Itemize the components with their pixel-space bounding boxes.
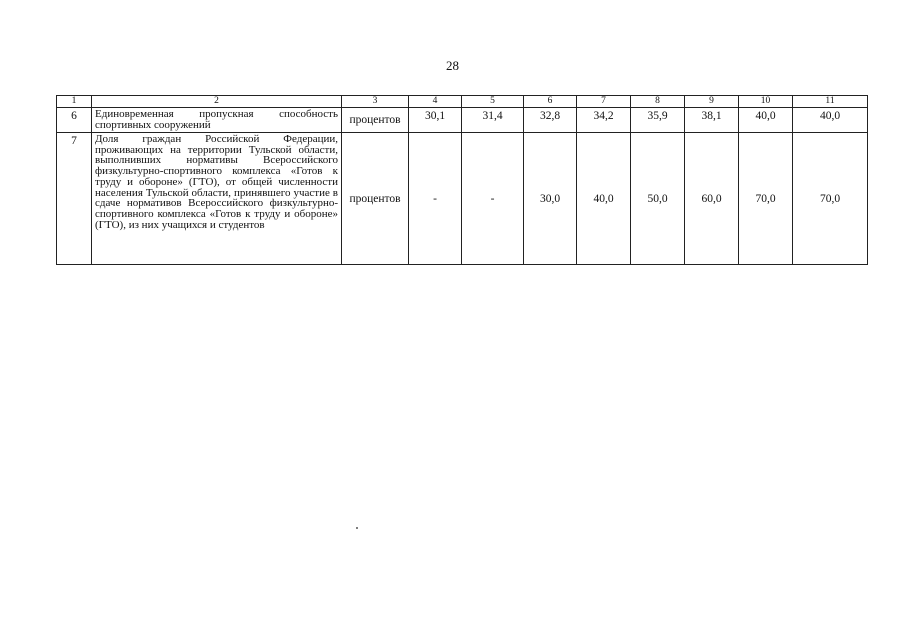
table-row	[57, 108, 868, 133]
column-number-header: 5	[462, 96, 524, 108]
column-number-header: 9	[685, 96, 739, 108]
row-number: 7	[57, 133, 92, 265]
value-cell: 40,0	[739, 108, 793, 133]
unit-cell: процентов	[342, 108, 409, 133]
column-number-header: 1	[57, 96, 92, 108]
value-cell: 70,0	[739, 133, 793, 265]
column-number-header: 11	[793, 96, 868, 108]
column-number-header: 7	[577, 96, 631, 108]
value-cell: 38,1	[685, 108, 739, 133]
indicator-name: Доля граждан Российской Федерации, проживающих на территории Тульской области, выполнивших нормативы Всероссийского физкультурно-спортивного комплекса «Готов к труду и обороне» (ГТО), от общей численности населения Тульской области, принявшего участие в сдаче нормативов Всероссийского физкультурно-спортивного комплекса «Готов к труду и обороне» (ГТО), из них учащихся и студентов	[92, 133, 342, 265]
scan-speck	[356, 527, 358, 529]
value-cell: -	[409, 133, 462, 265]
table-row	[57, 133, 868, 265]
table-header-row	[57, 96, 868, 108]
column-number-header: 6	[524, 96, 577, 108]
column-number-header: 2	[92, 96, 342, 108]
value-cell: 40,0	[793, 108, 868, 133]
value-cell: 34,2	[577, 108, 631, 133]
value-cell: 32,8	[524, 108, 577, 133]
value-cell: 30,0	[524, 133, 577, 265]
row-number: 6	[57, 108, 92, 133]
column-number-header: 8	[631, 96, 685, 108]
value-cell: 70,0	[793, 133, 868, 265]
value-cell: 40,0	[577, 133, 631, 265]
page-number: 28	[446, 58, 459, 73]
value-cell: 31,4	[462, 108, 524, 133]
value-cell: 50,0	[631, 133, 685, 265]
value-cell: 30,1	[409, 108, 462, 133]
unit-cell: процентов	[342, 133, 409, 265]
value-cell: 35,9	[631, 108, 685, 133]
indicators-table	[56, 95, 868, 265]
indicator-name: Единовременная пропускная способность спортивных сооружений	[92, 108, 342, 133]
column-number-header: 10	[739, 96, 793, 108]
value-cell: -	[462, 133, 524, 265]
value-cell: 60,0	[685, 133, 739, 265]
column-number-header: 4	[409, 96, 462, 108]
column-number-header: 3	[342, 96, 409, 108]
